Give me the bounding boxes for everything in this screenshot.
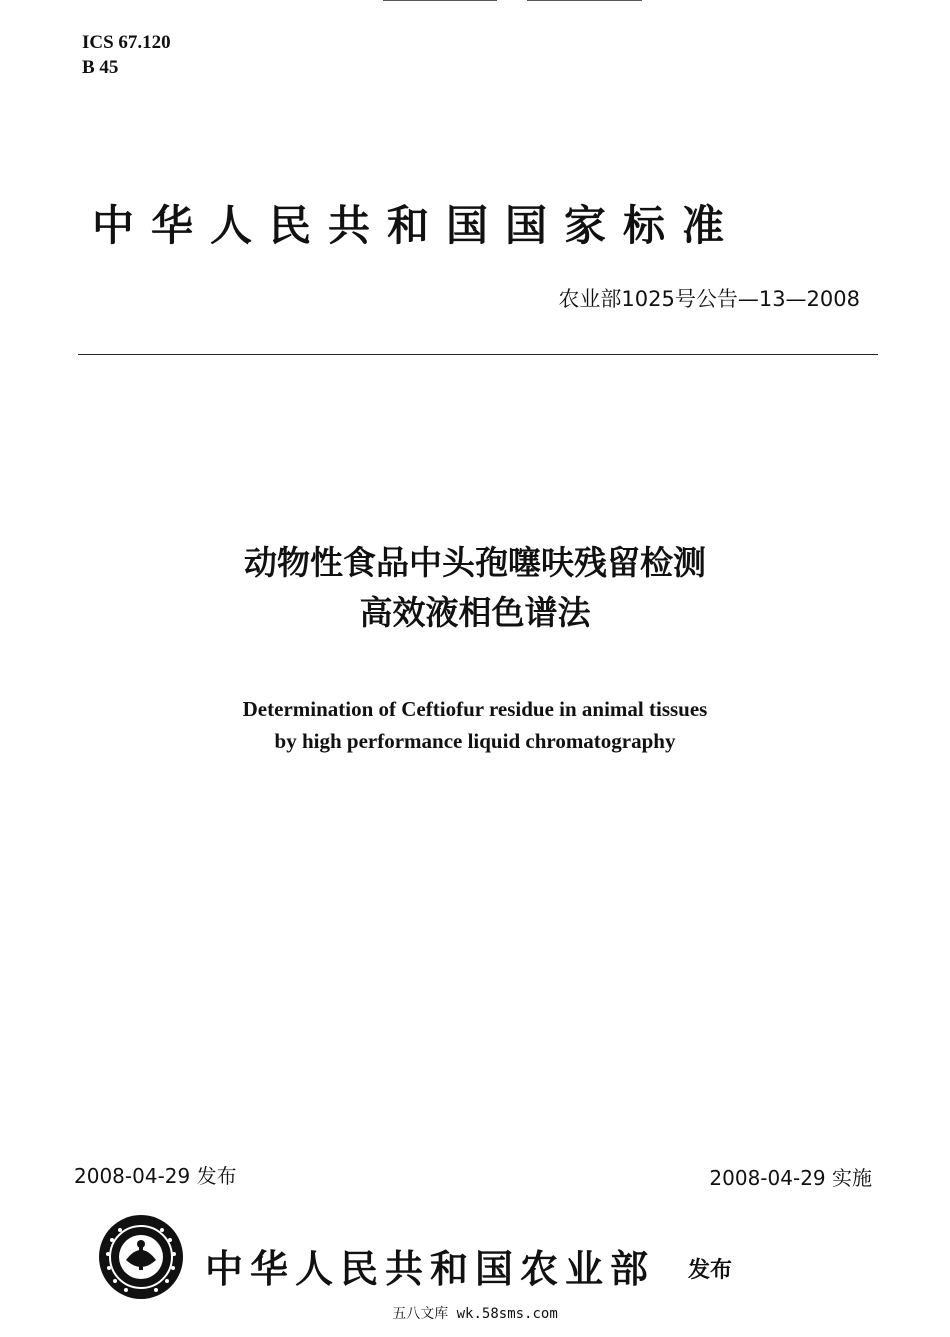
publish-label: 发布 — [688, 1258, 733, 1283]
english-title — [0, 693, 950, 757]
implementation-date: 2008-04-29 实施 — [709, 1166, 872, 1190]
english-title-line2: by high performance liquid chromatography — [274, 729, 676, 753]
footer-watermark: 五八文库 wk.58sms.com — [392, 1306, 558, 1322]
issuing-ministry: 中华人民共和国农业部 — [205, 1247, 656, 1291]
ministry-emblem-icon — [98, 1214, 184, 1300]
ics-code: ICS 67.120 — [82, 32, 171, 53]
scan-mark — [527, 0, 642, 1]
standard-number: 农业部1025号公告—13—2008 — [558, 287, 860, 311]
english-title-line1: Determination of Ceftiofur residue in animal tissues — [242, 697, 708, 721]
issue-date: 2008-04-29 发布 — [74, 1164, 237, 1188]
header-divider — [78, 354, 878, 355]
chinese-title-line2: 高效液相色谱法 — [359, 593, 591, 632]
national-standard-heading: 中华人民共和国国家标准 — [92, 201, 742, 250]
chinese-title — [0, 538, 950, 638]
ccs-code: B 45 — [82, 57, 119, 78]
scan-mark — [383, 0, 497, 1]
classification-codes — [82, 30, 171, 80]
chinese-title-line1: 动物性食品中头孢噻呋残留检测 — [244, 543, 706, 582]
